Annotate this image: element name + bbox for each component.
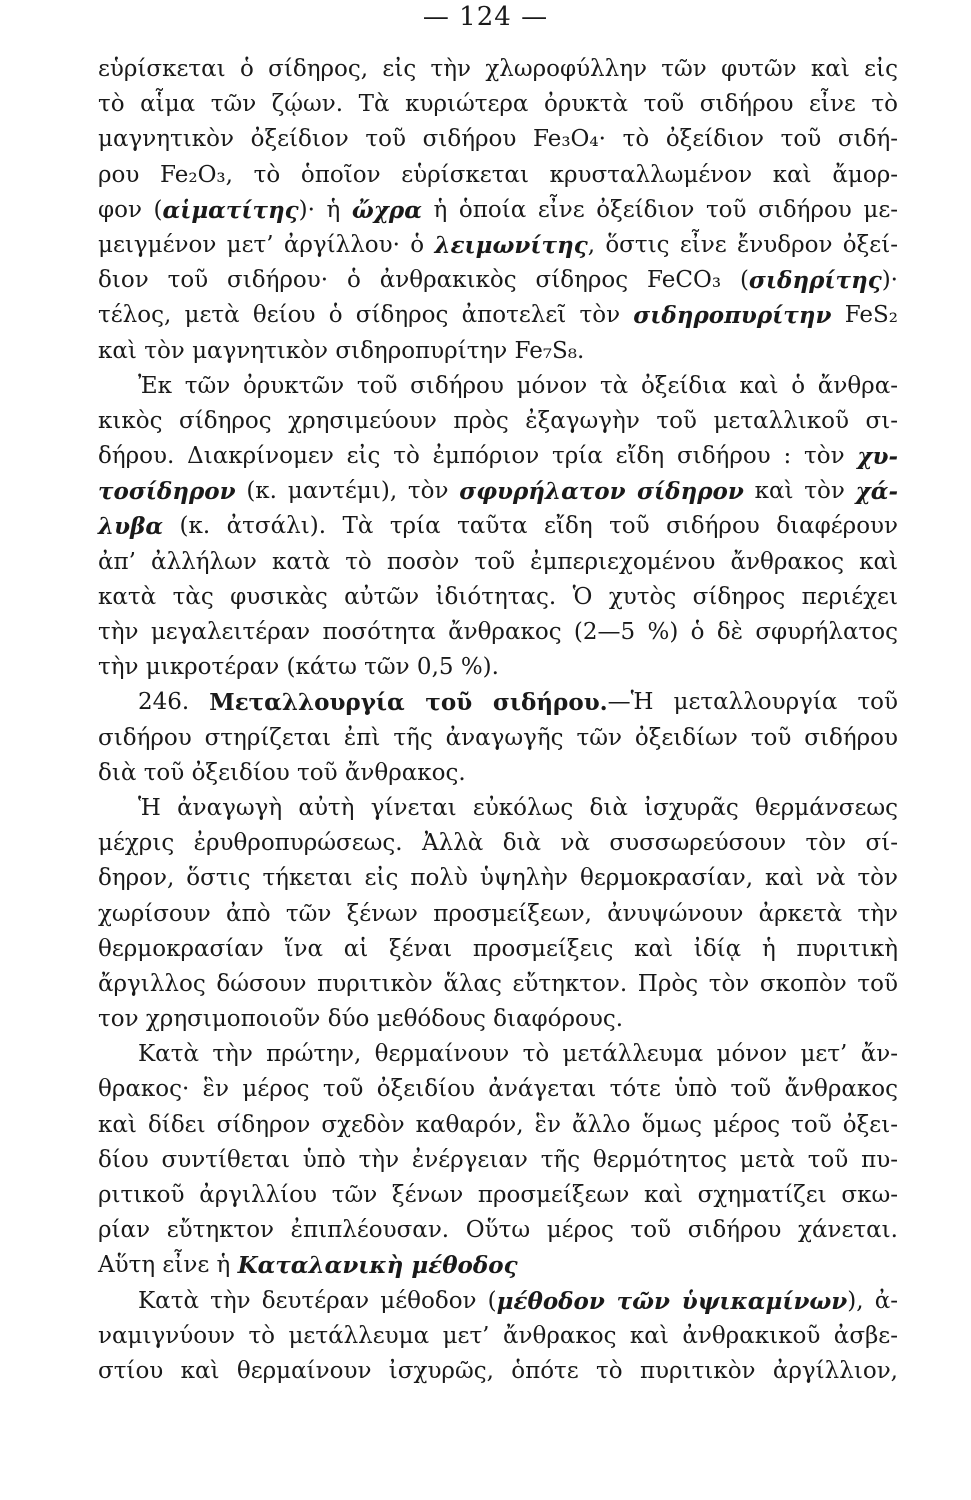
text-segment: τὴν μεγαλειτέραν ποσότητα ἄνθρακος (2—5 %) ὁ δὲ σφυρήλατος [98, 619, 898, 645]
text-line [98, 158, 898, 193]
text-line [98, 228, 898, 263]
emphasized-term: λυβα [98, 513, 164, 541]
text-line [98, 932, 898, 967]
text-segment: χωρίσουν ἀπὸ τῶν ξένων προσμείξεων, ἀνυψώνουν ἀρκετὰ τὴν [98, 900, 898, 927]
text-line [98, 1354, 898, 1389]
text-segment: ἀπ’ ἀλλήλων κατὰ τὸ ποσὸν τοῦ ἐμπεριεχομένου ἄνθρακος καὶ [98, 548, 898, 575]
text-segment: καὶ δίδει σίδηρον σχεδὸν καθαρόν, ἓν ἄλλο ὅμως μέρος τοῦ ὀξει- [98, 1111, 898, 1138]
text-segment: τον χρησιμοποιοῦν δύο μεθόδους διαφόρους. [98, 1006, 624, 1033]
text-line [98, 650, 898, 685]
text-segment: μαγνητικὸν ὀξείδιον τοῦ σιδήρου Fe₃O₄· τὸ ὀξείδιον τοῦ σιδή- [98, 126, 898, 153]
text-line [98, 1072, 898, 1107]
emphasized-term: σφυρήλατον σίδηρον [459, 478, 744, 506]
emphasized-term: λειμωνίτης [434, 231, 588, 259]
text-segment: διὰ τοῦ ὀξειδίου τοῦ ἄνθρακος. [98, 759, 466, 786]
text-line [98, 1178, 898, 1213]
emphasized-term: μέθοδον τῶν ὑψικαμίνων [496, 1287, 848, 1315]
text-line [98, 967, 898, 1002]
text-segment: φον ( [98, 196, 163, 223]
text-line [98, 193, 898, 228]
text-segment: θερμοκρασίαν ἵνα αἱ ξέναι προσμείξεις καὶ ἰδίᾳ ἡ πυριτικὴ [98, 935, 898, 962]
text-segment: δηρον, ὅστις τήκεται εἰς πολὺ ὑψηλὴν θερμοκρασίαν, καὶ νὰ τὸν [98, 865, 898, 892]
text-line [98, 122, 898, 157]
text-segment: ἄργιλλος δώσουν πυριτικὸν ἅλας εὔτηκτον. Πρὸς τὸν σκοπὸν τοῦ [98, 970, 898, 997]
text-line [98, 52, 898, 87]
text-line [98, 1284, 898, 1319]
text-line [98, 756, 898, 791]
emphasized-term: χά- [855, 478, 898, 506]
text-segment: )· ἡ [298, 196, 352, 223]
text-line [98, 1108, 898, 1143]
text-line [98, 369, 898, 404]
text-line [98, 334, 898, 369]
text-segment: ναμιγνύουν τὸ μετάλλευμα μετ’ ἄνθρακος καὶ ἀνθρακικοῦ ἀσβε- [98, 1322, 898, 1349]
text-segment: Ἡ ἀναγωγὴ αὐτὴ γίνεται εὐκόλως διὰ ἰσχυρᾶς θερμάνσεως [138, 794, 898, 821]
text-segment: Κατὰ τὴν πρώτην, θερμαίνουν τὸ μετάλλευμα μόνον μετ’ ἄν- [138, 1041, 898, 1068]
emphasized-term: σιδηροπυρίτην [633, 302, 832, 330]
text-line [98, 1037, 898, 1072]
text-segment: ), ἀ- [847, 1287, 898, 1314]
text-segment: εὑρίσκεται ὁ σίδηρος, εἰς τὴν χλωροφύλλην τῶν φυτῶν καὶ εἰς [98, 56, 898, 82]
text-line [98, 791, 898, 826]
text-line [98, 439, 898, 474]
text-segment: ρου Fe₂O₃, τὸ ὁποῖον εὑρίσκεται κρυσταλλωμένον καὶ ἄμορ- [98, 161, 898, 188]
text-line [98, 298, 898, 333]
text-segment: —Ἡ μεταλλουργία τοῦ [607, 689, 898, 716]
text-line [98, 685, 898, 720]
text-segment: τὸ αἷμα τῶν ζῴων. Τὰ κυριώτερα ὀρυκτὰ τοῦ σιδήρου εἶνε τὸ [98, 91, 898, 118]
page-number: — 124 — [422, 2, 549, 32]
text-segment: κικὸς σίδηρος χρησιμεύουν πρὸς ἐξαγωγὴν τοῦ μεταλλικοῦ σι- [98, 407, 898, 434]
text-segment: τέλος, μετὰ θείου ὁ σίδηρος ἀποτελεῖ τὸν [98, 302, 634, 329]
text-segment: σιδήρου στηρίζεται ἐπὶ τῆς ἀναγωγῆς τῶν ὀξειδίων τοῦ σιδήρου [98, 724, 898, 751]
text-line [98, 615, 898, 650]
text-segment: κατὰ τὰς φυσικὰς αὐτῶν ἰδιότητας. Ὁ χυτὸς σίδηρος περιέχει [98, 583, 898, 610]
text-line [98, 826, 898, 861]
text-line [98, 1319, 898, 1354]
text-line [98, 1143, 898, 1178]
text-line [98, 721, 898, 756]
emphasized-term: Καταλανικὴ μέθοδος [237, 1252, 518, 1280]
text-segment: Ἐκ τῶν ὀρυκτῶν τοῦ σιδήρου μόνον τὰ ὀξείδια καὶ ὁ ἄνθρα- [138, 372, 898, 399]
text-line [98, 87, 898, 122]
text-segment: , ὅστις εἶνε ἔνυδρον ὀξεί- [587, 231, 899, 258]
text-segment: Κατὰ τὴν δευτέραν μέθοδον ( [138, 1287, 497, 1314]
text-segment: (κ. μαντέμι), τὸν [235, 478, 460, 505]
text-segment: ρίαν εὔτηκτον ἐπιπλέουσαν. Οὕτω μέρος τοῦ σιδήρου χάνεται. [98, 1217, 898, 1244]
emphasized-term: τοσίδηρον [98, 478, 236, 506]
emphasized-term: χυ- [857, 443, 898, 471]
text-segment: τὴν μικροτέραν (κάτω τῶν 0,5 %). [98, 654, 499, 681]
text-segment: )· [881, 267, 898, 294]
text-segment: 246. [138, 689, 210, 716]
text-segment: Αὕτη εἶνε ἡ [98, 1252, 238, 1279]
text-segment: καὶ τὸν [743, 478, 856, 505]
emphasized-term: αἱματίτης [162, 196, 299, 224]
text-line [98, 1002, 898, 1037]
text-line [98, 580, 898, 615]
text-segment: μειγμένον μετ’ ἀργίλλου· ὁ [98, 231, 435, 258]
emphasized-term: σιδηρίτης [748, 267, 882, 295]
text-line [98, 1248, 898, 1283]
text-segment: (κ. ἀτσάλι). Τὰ τρία ταῦτα εἴδη τοῦ σιδήρου διαφέρουν [163, 513, 898, 540]
text-line [98, 861, 898, 896]
text-segment: στίου καὶ θερμαίνουν ἰσχυρῶς, ὁπότε τὸ πυριτικὸν ἀργίλλιον, [98, 1357, 898, 1384]
text-line [98, 545, 898, 580]
text-line [98, 404, 898, 439]
text-line [98, 897, 898, 932]
emphasized-term: Μεταλλουργία τοῦ σιδήρου. [209, 689, 608, 717]
text-segment: ἡ ὁποία εἶνε ὀξείδιον τοῦ σιδήρου με- [421, 196, 899, 223]
text-segment: ριτικοῦ ἀργιλλίου τῶν ξένων προσμείξεων καὶ σχηματίζει σκω- [98, 1182, 898, 1208]
text-segment: θρακος· ἓν μέρος τοῦ ὀξειδίου ἀνάγεται τότε ὑπὸ τοῦ ἄνθρακος [98, 1076, 898, 1103]
body-text [98, 52, 898, 1389]
text-segment: δήρου. Διακρίνομεν εἰς τὸ ἐμπόριον τρία εἴδη σιδήρου : τὸν [98, 443, 858, 470]
text-line [98, 474, 898, 509]
text-segment: μέχρις ἐρυθροπυρώσεως. Ἀλλὰ διὰ νὰ συσσωρεύσουν τὸν σί- [98, 830, 898, 857]
emphasized-term: ὤχρα [351, 196, 422, 224]
text-line [98, 263, 898, 298]
text-segment: FeS₂ [831, 302, 898, 329]
text-segment: δίου συντίθεται ὑπὸ τὴν ἐνέργειαν τῆς θερμότητος μετὰ τοῦ πυ- [98, 1146, 898, 1173]
text-segment: καὶ τὸν μαγνητικὸν σιδηροπυρίτην Fe₇S₈. [98, 337, 585, 364]
text-line [98, 1213, 898, 1248]
text-segment: διον τοῦ σιδήρου· ὁ ἀνθρακικὸς σίδηρος FeCO₃ ( [98, 267, 749, 294]
text-line [98, 509, 898, 544]
